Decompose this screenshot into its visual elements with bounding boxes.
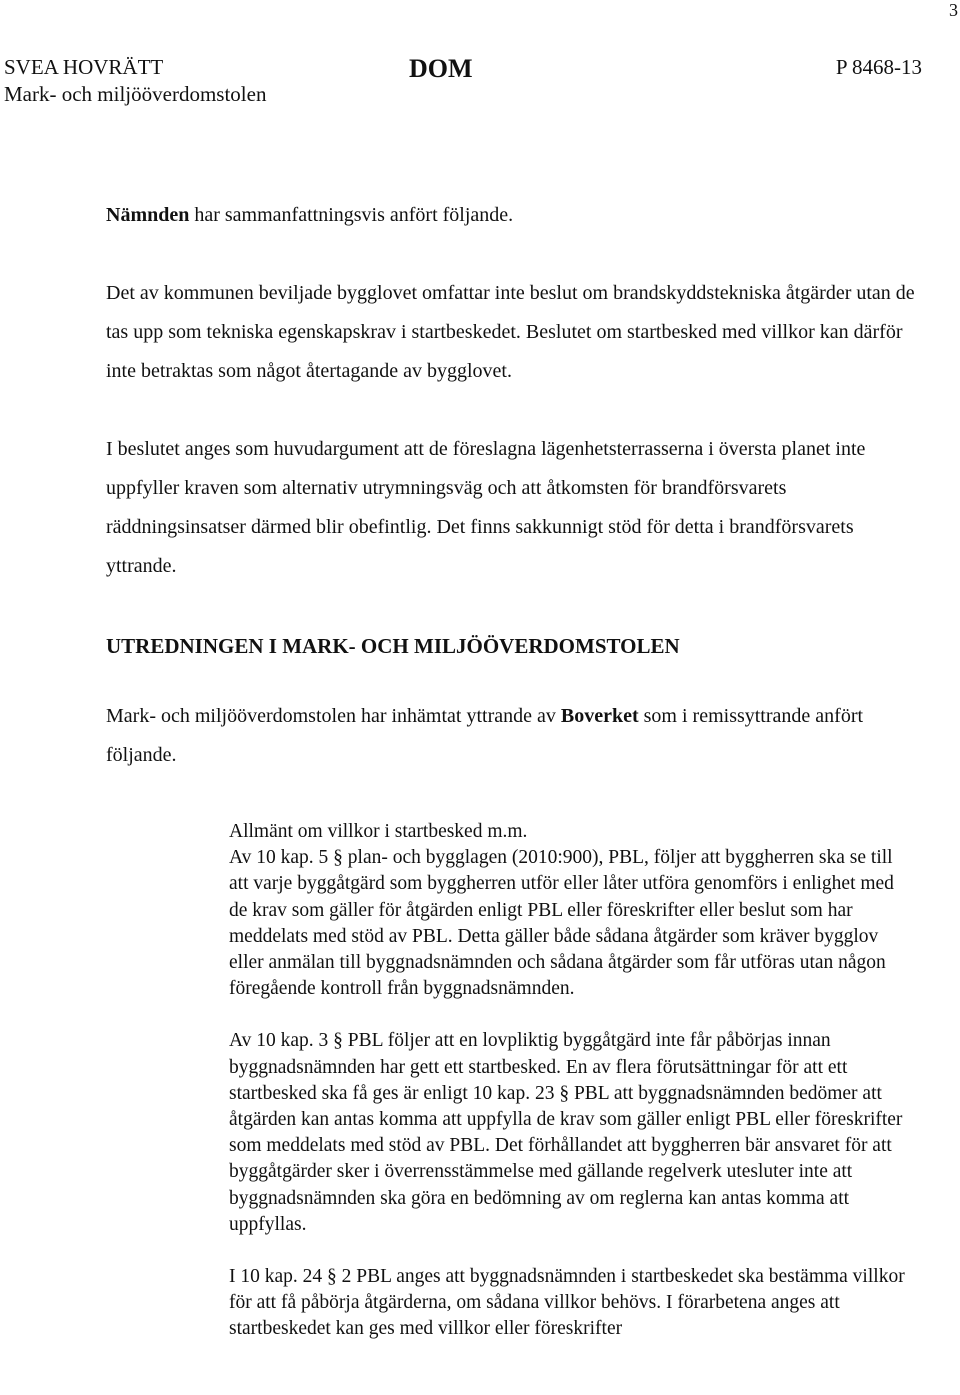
- party-name: Nämnden: [106, 204, 190, 226]
- paragraph-text: har sammanfattningsvis anfört följande.: [189, 204, 514, 226]
- header-court-block: [4, 54, 266, 108]
- quote-paragraph-3: I 10 kap. 24 § 2 PBL anges att byggnadsnämnden i startbeskedet ska bestämma villkor för att få påbörja åtgärderna, om sådana villkor behövs. I förarbetena anges att startbeskedet kan ges med villkor eller föreskrifter: [229, 1266, 905, 1340]
- paragraph-beslutet: I beslutet anges som huvudargument att de föreslagna lägenhetsterrasserna i översta planet inte uppfyller kraven som alternativ utrymningsväg och att åtkomsten för brandförsvarets räddningsinsatser därmed blir obefintlig. Det finns sakkunnigt stöd för detta i brandförsvarets yttrande.: [106, 438, 866, 577]
- paragraph-remiss: [106, 697, 926, 775]
- document-body: [106, 196, 926, 1343]
- quote-title: Allmänt om villkor i startbesked m.m.: [229, 821, 528, 842]
- quote-paragraph-1: Av 10 kap. 5 § plan- och bygglagen (2010:900), PBL, följer att byggherren ska se till att varje byggåtgärd som byggherren utför eller låter utföra genomförs i enlighet med de krav som gäller för åtgärden enligt PBL eller föreskrifter eller beslut som har meddelats med stöd av PBL. Detta gäller både sådana åtgärder som kräver bygglov eller anmälan till byggnadsnämnden och sådana åtgärder som får utföras utan någon föregående kontroll från byggnadsnämnden.: [229, 847, 894, 1000]
- paragraph-namnden: [106, 196, 926, 235]
- paragraph-text: som i remissyttrande anfört följande.: [106, 705, 864, 766]
- paragraph-bygglov: Det av kommunen beviljade bygglovet omfattar inte beslut om brandskyddstekniska åtgärder utan de tas upp som tekniska egenskapskrav i startbeskedet. Beslutet om startbesked med villkor kan därför inte betraktas som något återtagande av bygglovet.: [106, 282, 915, 382]
- quoted-statement: [229, 819, 909, 1343]
- section-heading: UTREDNINGEN I MARK- OCH MILJÖÖVERDOMSTOLEN: [106, 634, 680, 658]
- authority-name: Boverket: [560, 705, 639, 727]
- court-division: Mark- och miljööverdomstolen: [4, 82, 267, 106]
- case-number: P 8468-13: [835, 55, 922, 79]
- document-type: DOM: [409, 54, 473, 83]
- paragraph-text: Mark- och miljööverdomstolen har inhämtat yttrande av: [106, 705, 561, 727]
- court-name: SVEA HOVRÄTT: [4, 55, 164, 79]
- page-number: 3: [949, 0, 958, 20]
- quote-paragraph-2: Av 10 kap. 3 § PBL följer att en lovpliktig byggåtgärd inte får påbörjas innan byggnadsnämnden har gett ett startbesked. En av flera förutsättningar för att ett startbesked ska få ges är enligt 10 kap. 23 § PBL att byggnadsnämnden bedömer att åtgärden kan antas komma att uppfylla de krav som gäller enligt PBL eller föreskrifter som meddelats med stöd av PBL. Det förhållandet att byggherren bär ansvaret för att byggåtgärder sker i överrensstämmelse med gällande regelverk utesluter inte att byggnadsnämnden ska göra en bedömning av om reglerna kan antas komma att uppfyllas.: [229, 1030, 903, 1235]
